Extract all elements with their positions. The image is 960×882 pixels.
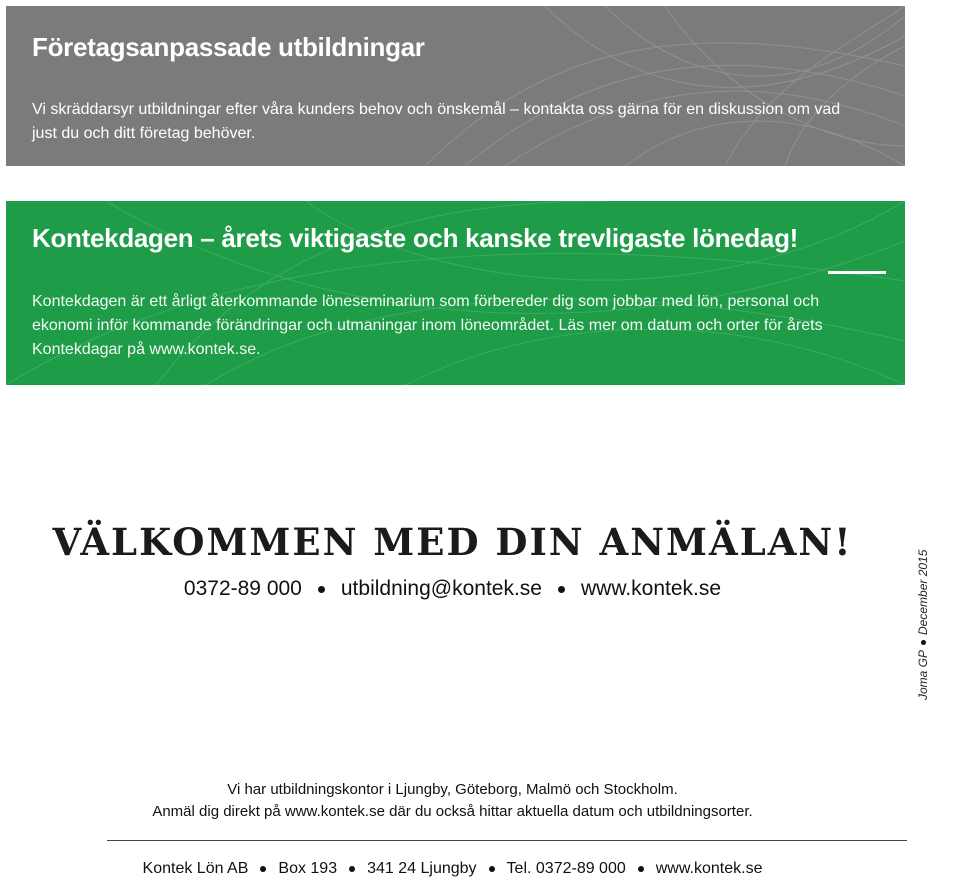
date-label: December 2015: [916, 549, 930, 635]
offices-line: Vi har utbildningskontor i Ljungby, Göteborg, Malmö och Stockholm.: [227, 781, 678, 798]
phone-number[interactable]: 0372-89 000: [183, 577, 302, 600]
producer-label: Joma GP: [916, 649, 930, 700]
bullet-icon: [921, 640, 926, 645]
bullet-icon: [260, 866, 266, 872]
company-name: Kontek Lön AB: [142, 860, 249, 877]
print-credit: [913, 540, 933, 700]
email-link[interactable]: utbildning@kontek.se: [340, 577, 542, 600]
bullet-icon: [489, 866, 495, 872]
bullet-icon: [349, 866, 355, 872]
green-info-banner: [6, 201, 905, 385]
bullet-icon: [318, 586, 325, 593]
title-underline: [828, 271, 886, 274]
contact-line: [0, 577, 905, 601]
postal-address: 341 24 Ljungby: [367, 860, 477, 877]
telephone[interactable]: Tel. 0372-89 000: [506, 860, 626, 877]
gray-banner-title: Företagsanpassade utbildningar: [32, 32, 425, 62]
postbox: Box 193: [278, 860, 338, 877]
gray-info-banner: [6, 6, 905, 166]
offices-info: [0, 779, 905, 823]
footer-address: [0, 860, 905, 878]
green-banner-text: Kontekdagen är ett årligt återkommande löneseminarium som förbereder dig som jobbar med lön, personal och ekonomi inför kommande förändringar och utmaningar inom löneområdet. Läs mer om datum och orter för årets Kontekdagar på www.kontek.se.: [32, 293, 823, 358]
bullet-icon: [558, 586, 565, 593]
gray-banner-text: Vi skräddarsyr utbildningar efter våra kunders behov och önskemål – kontakta oss gärna för en diskussion om vad just du och ditt företag behöver.: [32, 101, 841, 142]
welcome-heading: VÄLKOMMEN MED DIN ANMÄLAN!: [52, 520, 853, 564]
footer-website-link[interactable]: www.kontek.se: [655, 860, 763, 877]
signup-line: Anmäl dig direkt på www.kontek.se där du också hittar aktuella datum och utbildningsorter.: [152, 803, 753, 820]
website-link[interactable]: www.kontek.se: [581, 577, 722, 600]
footer-divider: [107, 840, 907, 841]
bullet-icon: [638, 866, 644, 872]
green-banner-title: Kontekdagen – årets viktigaste och kanske trevligaste lönedag!: [32, 223, 799, 253]
